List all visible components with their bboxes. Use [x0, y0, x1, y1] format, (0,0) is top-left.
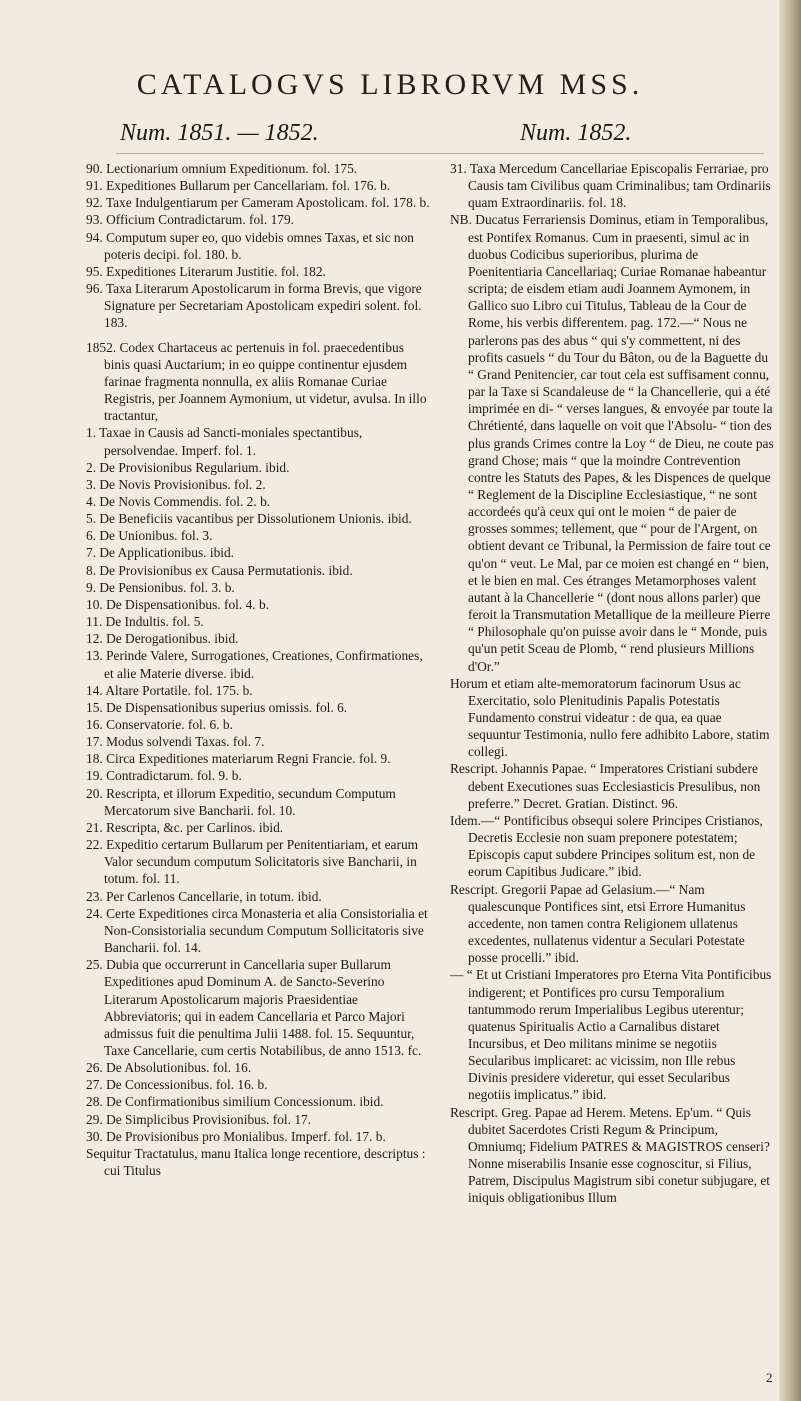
catalogue-entry: [86, 493, 432, 510]
entry-number: 8.: [86, 562, 100, 578]
entry-text: De Novis Provisionibus. fol. 2.: [99, 476, 266, 492]
right-column-heading: Num. 1852.: [520, 120, 632, 146]
entry-number: 2.: [86, 459, 100, 475]
catalogue-entry: [86, 424, 432, 458]
entry-text: De Provisionibus Regularium. ibid.: [99, 459, 290, 475]
entry-number: 10.: [86, 596, 107, 612]
catalogue-entry: [86, 1128, 432, 1145]
entry-text: De Dispensationibus superius omissis. fol. 6.: [106, 699, 348, 715]
catalogue-entry: [86, 1111, 432, 1128]
catalogue-entry: [86, 767, 432, 784]
catalogue-entry: [86, 476, 432, 493]
catalogue-entry: [86, 562, 432, 579]
entry-text: De Dispensationibus. fol. 4. b.: [106, 596, 269, 612]
catalogue-entry: [86, 888, 432, 905]
entry-text: Dubia que occurrerunt in Cancellaria super Bullarum Expeditiones apud Dominum A. de Sancto-Severino Literarum Apostolicarum majoris Praesidentiae Abbreviatoris; qui in eadem Cancellaria et Parco Majori admissus fuit die penultima Julii 1488. fol. 15. Sequuntur, Taxe Cancellarie, cum certis Notabilibus, de anno 1513. fc.: [104, 957, 422, 1058]
catalogue-entry: [86, 339, 432, 425]
entry-text: Lectionarium omnium Expeditionum. fol. 175.: [106, 161, 358, 176]
catalogue-entry: [450, 760, 774, 811]
entry-text: Expeditiones Bullarum per Cancellariam. fol. 176. b.: [106, 178, 391, 194]
entry-number: 25.: [86, 957, 107, 973]
running-title: CATALOGVS LIBRORVM MSS.: [136, 68, 644, 101]
entry-text: De Provisionibus ex Causa Permutationis. ibid.: [99, 562, 353, 578]
entry-number: 13.: [86, 648, 107, 664]
entry-number: 21.: [86, 819, 107, 835]
entry-text: De Beneficiis vacantibus per Dissolutionem Unionis. ibid.: [99, 511, 412, 527]
entry-text: Rescript. Johannis Papae. “ Imperatores Cristiani subdere debent Executiones suas Ecclesiasticis Presulibus, non preferre.” Decret. Gratian. Distinct. 96.: [450, 761, 761, 811]
entry-number: 6.: [86, 528, 100, 544]
catalogue-entry: [86, 177, 432, 194]
catalogue-entry: [86, 682, 432, 699]
entry-number: 23.: [86, 888, 107, 904]
entry-number: 30.: [86, 1128, 107, 1144]
entry-number: 92.: [86, 195, 106, 211]
catalogue-entry: [450, 966, 774, 1103]
entry-text: De Provisionibus pro Monialibus. Imperf. fol. 17. b.: [106, 1128, 386, 1144]
catalogue-entry: [86, 596, 432, 613]
entry-number: 95.: [86, 263, 107, 279]
catalogue-entry: [86, 280, 432, 331]
catalogue-entry: [86, 750, 432, 767]
catalogue-entry: [86, 579, 432, 596]
entry-text: De Concessionibus. fol. 16. b.: [106, 1077, 268, 1093]
entry-text: Computum super eo, quo videbis omnes Taxas, et sic non poteris decipi. fol. 180. b.: [104, 229, 414, 262]
entry-text: De Unionibus. fol. 3.: [99, 528, 213, 544]
catalogue-entry: [450, 881, 774, 967]
entry-text: De Novis Commendis. fol. 2. b.: [99, 493, 271, 509]
entry-text: Expeditio certarum Bullarum per Penitentiariam, et earum Valor secundum computum Solicitatoris sive Bancharii, in totum. fol. 11.: [104, 837, 419, 887]
entry-number: 17.: [86, 734, 107, 750]
catalogue-entry: [86, 263, 432, 280]
catalogue-entry: [86, 229, 432, 263]
catalogue-entry: [86, 819, 432, 836]
entry-text: Taxae in Causis ad Sancti-moniales spectantibus, persolvendae. Imperf. fol. 1.: [99, 425, 363, 458]
page-number: 2: [766, 1370, 773, 1385]
catalogue-entry: [86, 956, 432, 1059]
entry-number: 1.: [86, 425, 100, 441]
entry-number: 91.: [86, 178, 107, 194]
catalogue-entry: [86, 544, 432, 561]
entry-text: Altare Portatile. fol. 175. b.: [105, 682, 253, 698]
entry-text: Per Carlenos Cancellarie, in totum. ibid.: [106, 888, 322, 904]
entry-number: 28.: [86, 1094, 107, 1110]
entry-text: Contradictarum. fol. 9. b.: [106, 768, 242, 784]
entry-number: 7.: [86, 545, 100, 561]
catalogue-entry: [450, 675, 774, 761]
entry-text: De Applicationibus. ibid.: [99, 545, 235, 561]
entry-number: 96.: [86, 281, 106, 297]
entry-number: 24.: [86, 905, 107, 921]
entry-text: Taxa Mercedum Cancellariae Episcopalis Ferrariae, pro Causis tam Civilibus quam Criminalibus; tam Ordinariis quam Extraordinariis. fol. 18.: [468, 161, 771, 211]
entry-number: 9.: [86, 579, 100, 595]
catalogue-entry: [86, 510, 432, 527]
catalogue-entry: [86, 459, 432, 476]
catalogue-entry: [86, 836, 432, 887]
entry-text: Perinde Valere, Surrogationes, Creationes, Confirmationes, et alie Materie diverse. ibid.: [104, 648, 423, 681]
entry-number: 19.: [86, 768, 107, 784]
catalogue-entry: [86, 211, 432, 228]
catalogue-entry: [450, 160, 774, 211]
catalogue-entry: [86, 527, 432, 544]
catalogue-entry: [86, 647, 432, 681]
entry-number: 90.: [86, 161, 107, 176]
catalogue-entry: [86, 613, 432, 630]
catalogue-entry: [86, 1145, 432, 1179]
catalogue-entry: [86, 785, 432, 819]
catalogue-entry: [86, 733, 432, 750]
catalogue-entry: [86, 699, 432, 716]
entry-number: 27.: [86, 1077, 107, 1093]
entry-text: De Pensionibus. fol. 3. b.: [99, 579, 235, 595]
entry-text: De Indultis. fol. 5.: [105, 614, 204, 630]
entry-text: Expeditiones Literarum Justitie. fol. 182.: [106, 263, 326, 279]
catalogue-entry: [450, 211, 774, 674]
entry-text: Taxa Literarum Apostolicarum in forma Brevis, que vigore Signature per Secretariam Apostolicam expediri solent. fol. 183.: [104, 281, 422, 331]
entry-text: Circa Expeditiones materiarum Regni Francie. fol. 9.: [106, 751, 391, 767]
catalogue-entry: [86, 194, 432, 211]
entry-number: 15.: [86, 699, 107, 715]
header-rule: [116, 153, 764, 154]
catalogue-entry: [86, 1059, 432, 1076]
page-edge: [779, 0, 801, 1401]
entry-number: 1852.: [86, 339, 120, 355]
entry-text: Codex Chartaceus ac pertenuis in fol. praecedentibus binis quasi Auctarium; in eo quippe continentur ejusdem farinae fragmenta nonnulla, ex aliis Romanae Curiae Registris, per Joannem Aymonium, ut videtur, avulsa. In illo tractantur,: [104, 339, 427, 424]
entry-number: 16.: [86, 717, 107, 732]
left-column: [86, 160, 432, 1179]
entry-number: 93.: [86, 212, 107, 228]
entry-number: 18.: [86, 751, 107, 767]
entry-number: 22.: [86, 837, 107, 853]
catalogue-entry: [86, 1076, 432, 1093]
catalogue-entry: [86, 160, 432, 177]
entry-text: Rescripta, et illorum Expeditio, secundum Computum Mercatorum sive Bancharii. fol. 10.: [104, 785, 396, 818]
entry-text: De Derogationibus. ibid.: [106, 631, 239, 647]
entry-number: 26.: [86, 1060, 107, 1076]
entry-number: 5.: [86, 511, 100, 527]
entry-text: — “ Et ut Cristiani Imperatores pro Eterna Vita Pontificibus indigerent; et Pontifices pro cursu Temporalium tantummodo rerum Imperialibus Legibus uterentur; quatenus Spiritualis Actio a Carnalibus distaret Incursibus, et Deo militans minime se negotiis Secularibus implicaret: ac vicissim, non Ille rebus Divinis presidere videretur, qui esset Secularibus negotiis implicatus.” ibid.: [450, 967, 772, 1103]
entry-text: De Simplicibus Provisionibus. fol. 17.: [106, 1111, 312, 1127]
entry-text: De Absolutionibus. fol. 16.: [106, 1060, 252, 1076]
entry-text: Rescript. Gregorii Papae ad Gelasium.—“ Nam qualescunque Pontifices sint, etsi Errore Humanitus accedente, non tamen contra Religionem ullatenus excedentes, nullatenus videntur a Seculari Potestate posse procelli.” ibid.: [450, 881, 746, 966]
entry-number: 20.: [86, 785, 107, 801]
entry-number: 4.: [86, 493, 100, 509]
entry-text: Idem.—“ Pontificibus obsequi solere Principes Cristianos, Decretis Ecclesie non suam preponere potestatem; Episcopis caput subdere Principes solitum est, non de eorum Capitibus Judicare.” ibid.: [450, 812, 763, 880]
entry-number: 12.: [86, 631, 107, 647]
entry-text: Rescripta, &c. per Carlinos. ibid.: [106, 819, 284, 835]
catalogue-entry: [86, 630, 432, 647]
entry-text: Taxe Indulgentiarum per Cameram Apostolicam. fol. 178. b.: [105, 195, 430, 211]
catalogue-entry: [86, 905, 432, 956]
catalogue-entry: [450, 812, 774, 881]
catalogue-entry: [86, 716, 432, 733]
entry-text: Officium Contradictarum. fol. 179.: [106, 212, 295, 228]
entry-number: 3.: [86, 476, 100, 492]
entry-text: Sequitur Tractatulus, manu Italica longe recentiore, descriptus : cui Titulus: [86, 1145, 426, 1179]
entry-text: Horum et etiam alte-memoratorum facinorum Usus ac Exercitatio, solo Plenitudinis Papalis Potestatis Fundamento construi videatur : de qua, ea quae sequuntur Testimonia, nullo fere adhibito Labore, statim collegi.: [450, 675, 770, 760]
entry-text: Rescript. Greg. Papae ad Herem. Metens. Ep'um. “ Quis dubitet Sacerdotes Cristi Regum & Principum, Omniumq; Fidelium PATRES & MAGISTROS censeri? Nonne miserabilis Insanie esse cognoscitur, si Filius, Patrem, Discipulus Magistrum sibi conetur subjugare, et iniquis obligationibus Illum: [450, 1104, 770, 1206]
entry-text: Certe Expeditiones circa Monasteria et alia Consistorialia et Non-Consistorialia secundum Computum Sollicitatoris sive Bancharii. fol. 14.: [104, 905, 428, 956]
right-column: [450, 160, 774, 1207]
entry-text: De Confirmationibus similium Concessionum. ibid.: [106, 1094, 384, 1110]
entry-number: 11.: [86, 614, 106, 630]
entry-text: NB. Ducatus Ferrariensis Dominus, etiam in Temporalibus, est Pontifex Romanus. Cum in praesenti, simul ac in duobus Codicibus superioribus, plurima de Poenitentiaria Cancellariaq; Curiae Romanae habeantur scripta; de eisdem etiam audi Joannem Aymonem, in Gallico suo Libro cui Titulus, Tableau de la Cour de Rome, his verbis differentem. pag. 172.—“ Nous ne parlerons pas des abus “ qui s'y commettent, ni des profits casuels “ du Tour du Bâton, ou de la Baguette du “ Grand Penitencier, car tout cela est suffisament connu, par la Taxe si Scandaleuse de “ la Chancellerie, qui a été imprimée en di- “ verses langues, & envoyée par toute la Chrétienté, dans laquelle on voit que l'Absolu- “ tion des plus grands Crimes contre la Loy “ de Dieu, ne coute pas grand Chose; mais “ que la moindre Contrevention contre les Statuts des Papes, & les Dispences de quelque “ Reglement de la Discipline Ecclesiastique, “ ne sont accordeés qu'à ceux qui ont le moien “ de paier de grosses sommes; tellement, que “ pour de l'Argent, on obtient devant ce Tribunal, la Permission de faire tout ce qu'on “ veut. Le Mal, par ce moien est changé en “ bien, et le bien en mal. Ces étranges Metamorphoses valent autant à la Chancellerie “ (dont nous allons parler) que feroit la Transmutation Metallique de la meilleure Pierre “ Philosophale qu'on puisse avoir dans le “ Monde, puis qu'un petit Sceau de Plomb, “ rend plusieurs Millions d'Or.”: [450, 212, 774, 674]
entry-number: 29.: [86, 1111, 107, 1127]
catalogue-entry: [86, 1093, 432, 1110]
entry-text: Modus solvendi Taxas. fol. 7.: [106, 734, 265, 750]
entry-number: 14.: [86, 682, 106, 698]
entry-number: 31.: [450, 161, 470, 176]
left-column-heading: Num. 1851. — 1852.: [120, 120, 319, 146]
entry-text: Conservatorie. fol. 6. b.: [106, 717, 233, 732]
catalogue-entry: [450, 1104, 774, 1207]
entry-number: 94.: [86, 229, 107, 245]
